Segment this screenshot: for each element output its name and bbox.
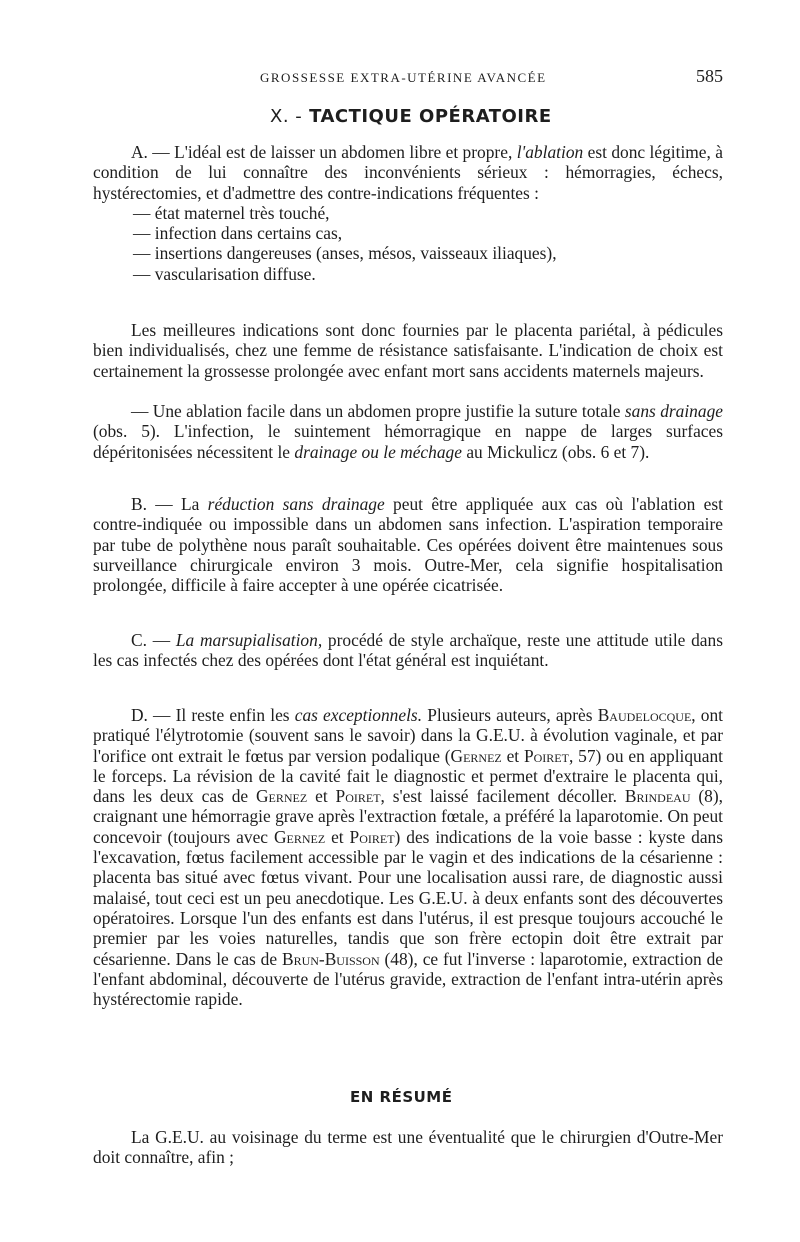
text-run: ) des indications de la voie basse : kyste dans l'excavation, fœtus facilement accessible par le vagin et des indications de la césarienne : placenta bas situé avec fœtus vivant. Pour une localisation aussi rare, de diagnostic aussi malaisé, tout ceci est un peu anecdotique. Les G.E.U. à deux enfants sont des découvertes opératoires. Lorsque l'un des enfants est dans l'utérus, il est presque toujours accouché le premier par les voies naturelles, tandis que son frère ectopin doit être extrait par césarienne. Dans le cas de xyxy=(93,826,723,969)
text-run: B. — La xyxy=(131,494,208,514)
text-run: au Mickulicz (obs. 6 et 7). xyxy=(461,441,650,462)
text-run: peut être appliquée aux cas où l'ablation est contre-indiquée ou impossible dans un abdomen sans infection. L'aspiration temporaire par tube de polythène nous paraît souhaitable. Ces opérées doivent être maintenues sous surveillance chirurgicale environ 3 mois. Outre-Mer, cela signifie hospitalisation prolongée, difficile à faire accepter à une opérée cicatrisée. xyxy=(93,494,723,596)
emphasis: l'ablation xyxy=(516,142,584,162)
text-run: , s'est laissé facilement décoller. xyxy=(380,786,625,807)
text-run: (48), ce fut l'inverse : laparotomie, extraction de l'enfant abdominal, découverte de l'utérus gravide, extraction de l'enfant intra-utérin après hystérectomie rapide. xyxy=(93,948,723,1010)
text-run: et xyxy=(501,745,524,766)
author-name: Gernez xyxy=(450,745,502,766)
text-run: procédé de style archaïque, reste une attitude utile dans les cas infectés chez des opérées dont l'état général est inquiétant. xyxy=(93,630,723,671)
section-title-text: TACTIQUE OPÉRATOIRE xyxy=(309,106,552,127)
list-item: — infection dans certains cas, xyxy=(133,223,343,244)
text-run: , 57) ou en appliquant le forceps. La révision de la cavité fait le diagnostic et permet d'extraire le placenta qui, dans les deux cas de xyxy=(93,745,724,807)
paragraph-d xyxy=(93,705,723,1009)
author-name: Brun-Buisson xyxy=(281,948,380,969)
section-title xyxy=(270,106,552,127)
running-head: GROSSESSE EXTRA-UTÉRINE AVANCÉE xyxy=(260,70,547,85)
paragraph-a2 xyxy=(93,320,723,381)
author-name: Gernez xyxy=(256,786,308,807)
paragraph-c xyxy=(93,630,723,671)
paragraph-a3 xyxy=(93,401,723,462)
text-run: A. — L'idéal est de laisser un abdomen libre et propre, xyxy=(131,142,517,162)
text-run: C. — xyxy=(131,630,176,650)
text-run: Plusieurs auteurs, après xyxy=(422,705,598,725)
emphasis: drainage ou le méchage xyxy=(294,441,462,462)
text-run: D. — Il reste enfin les xyxy=(131,705,295,725)
author-name: Poiret xyxy=(523,745,569,766)
paragraph-text xyxy=(93,705,723,1009)
text-run: et xyxy=(325,826,350,847)
author-name: Poiret xyxy=(335,786,381,807)
emphasis: cas exceptionnels. xyxy=(294,705,423,725)
paragraph-a xyxy=(93,142,723,284)
resume-title: EN RÉSUMÉ xyxy=(350,1088,453,1106)
text-run: (obs. 5). L'infection, le suintement hémorragique en nappe de larges surfaces dépéritonisées nécessitent le xyxy=(93,421,723,462)
paragraph-b xyxy=(93,494,723,595)
paragraph-a-intro xyxy=(93,142,723,203)
list-item: — état maternel très touché, xyxy=(133,202,330,223)
text-run: , ont pratiqué l'élytrotomie (souvent sans le savoir) dans la G.E.U. à évolution vaginale, et par l'orifice ont extrait le fœtus par version podalique ( xyxy=(93,705,724,766)
text-run: et xyxy=(307,786,336,807)
paragraph-text xyxy=(93,401,723,462)
emphasis: La marsupialisation, xyxy=(175,630,323,650)
resume-paragraph xyxy=(93,1127,723,1168)
paragraph-text: Les meilleures indications sont donc fournies par le placenta pariétal, à pédicules bien individualisés, chez une femme de résistance satisfaisante. L'indication de choix est certainement la grossesse prolongée avec enfant mort sans accidents maternels majeurs. xyxy=(93,320,723,381)
list-item: — vascularisation diffuse. xyxy=(133,263,316,284)
emphasis: réduction sans drainage xyxy=(207,494,385,514)
page-number: 585 xyxy=(696,66,723,86)
section-number: X. - xyxy=(270,106,303,127)
text-run: — Une ablation facile dans un abdomen propre justifie la suture totale xyxy=(131,401,625,421)
paragraph-text xyxy=(93,630,723,671)
text-run: est donc légitime, à condition de lui connaître des inconvénients sérieux : hémorragies, échecs, hystérectomies, et d'admettre des contre-indications fréquentes : xyxy=(93,142,723,203)
text-run: (8), craignant une hémorragie grave après l'extraction fœtale, a préféré la laparotomie. On peut concevoir (toujours avec xyxy=(93,786,724,847)
author-name: Poiret xyxy=(349,826,395,847)
emphasis: sans drainage xyxy=(624,401,723,421)
author-name: Brindeau xyxy=(624,786,691,807)
author-name: Baudelocque xyxy=(597,705,692,725)
author-name: Gernez xyxy=(273,826,326,847)
paragraph-text: La G.E.U. au voisinage du terme est une éventualité que le chirurgien d'Outre-Mer doit connaître, afin ; xyxy=(93,1127,723,1168)
paragraph-text xyxy=(93,494,723,595)
list-item: — insertions dangereuses (anses, mésos, vaisseaux iliaques), xyxy=(133,243,557,264)
